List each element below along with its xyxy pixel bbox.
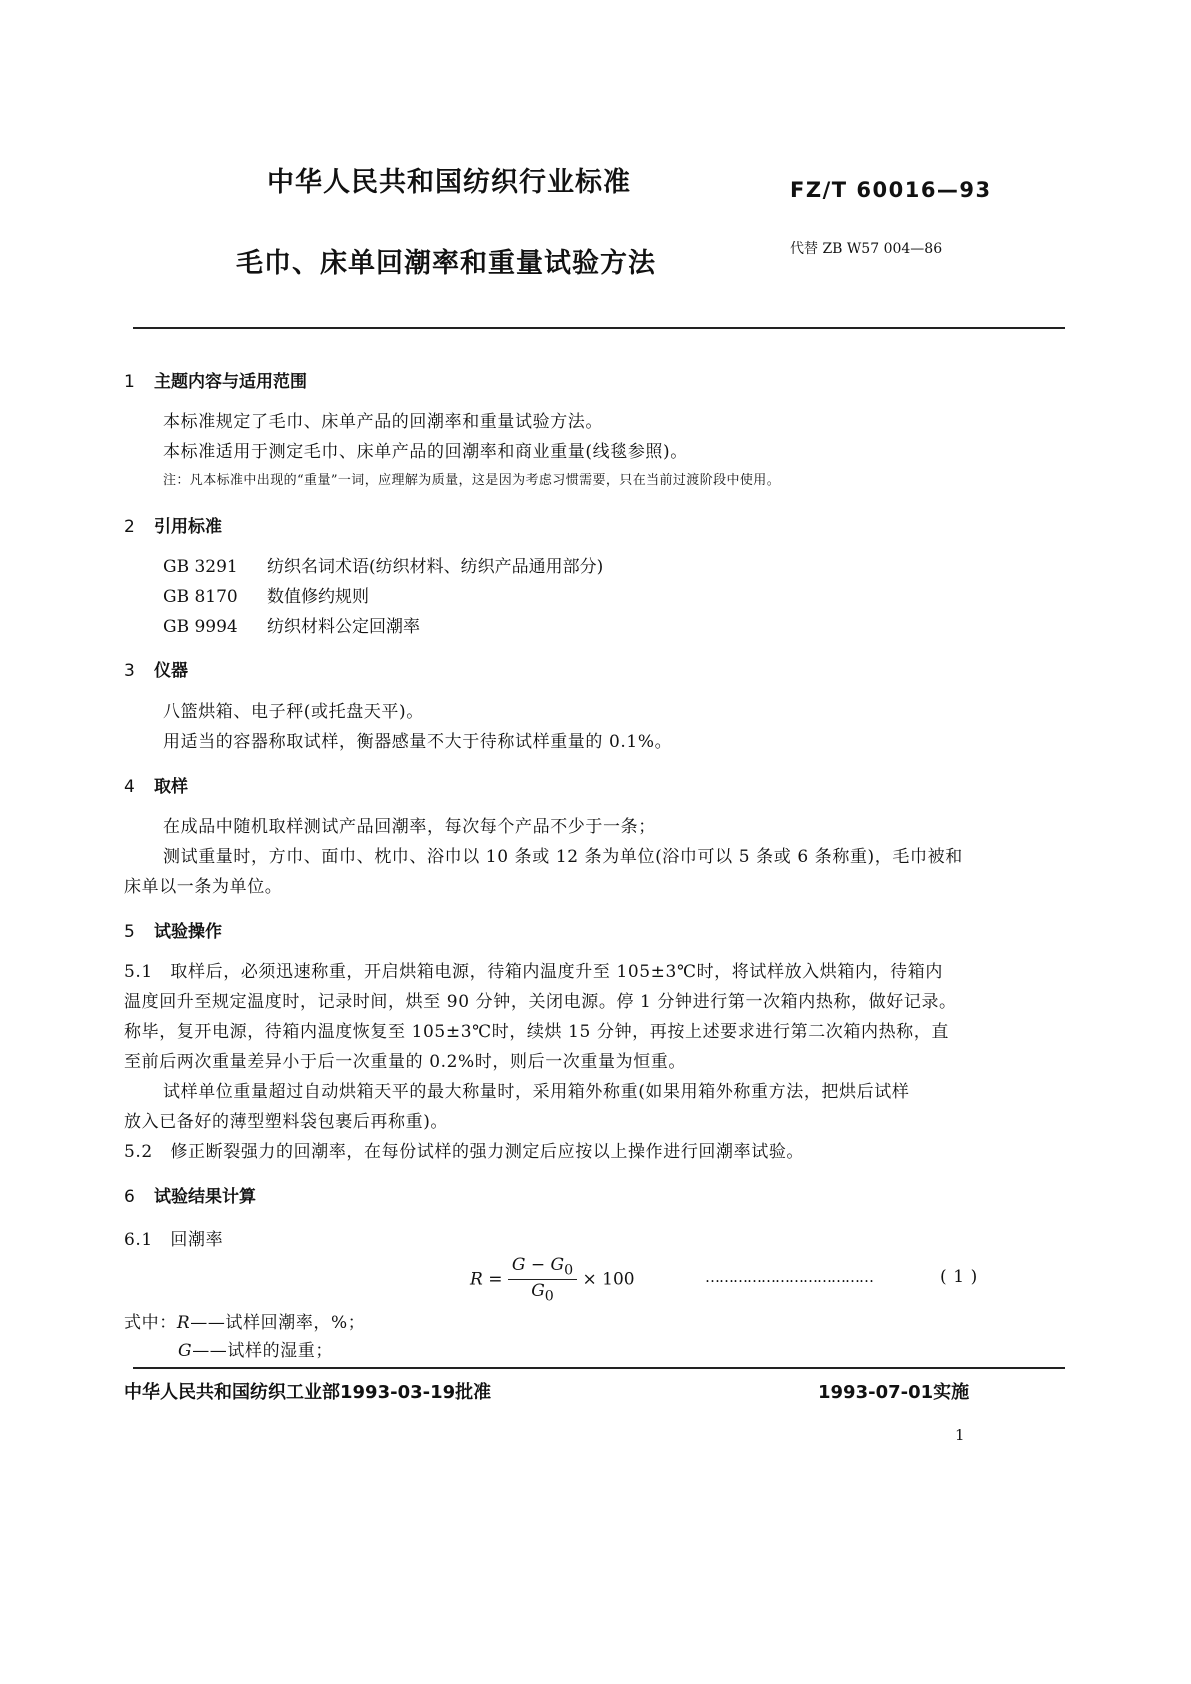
section-number: 5	[124, 922, 135, 942]
variable-definition	[178, 1336, 333, 1361]
reference-item	[163, 612, 420, 637]
variable-symbol: G	[178, 1341, 193, 1361]
effective-date: 1993-07-01实施	[818, 1382, 970, 1403]
header-rule	[133, 327, 1065, 329]
s3-paragraph-1: 八篮烘箱、电子秤(或托盘天平)。	[163, 702, 424, 722]
reference-name: 纺织名词术语(纺织材料、纺织产品通用部分)	[267, 557, 604, 577]
s5-1-line: 称毕，复开电源，待箱内温度恢复至 105±3℃时，续烘 15 分钟，再按上述要求进行第二次箱内热称，直	[124, 1022, 949, 1042]
numerator-text: G − G	[511, 1255, 565, 1275]
s5-1-line: 至前后两次重量差异小于后一次重量的 0.2%时，则后一次重量为恒重。	[124, 1052, 686, 1072]
s6-1-heading: 6.1 回潮率	[124, 1230, 224, 1250]
s3-paragraph-2: 用适当的容器称取试样，衡器感量不大于待称试样重量的 0.1%。	[163, 732, 673, 752]
section-1-heading	[124, 367, 307, 392]
standard-number: FZ/T 60016—93	[790, 178, 992, 202]
s4-paragraph-2-line-1: 测试重量时，方巾、面巾、枕巾、浴巾以 10 条或 12 条为单位(浴巾可以 5 条或 6 条称重)，毛巾被和	[163, 847, 963, 867]
section-title: 取样	[154, 777, 188, 797]
formula-lhs: R	[470, 1269, 483, 1290]
moisture-regain-formula	[470, 1255, 635, 1305]
formula-numerator	[508, 1255, 577, 1280]
reference-name: 数值修约规则	[267, 587, 369, 607]
s1-note: 注：凡本标准中出现的“重量”一词，应理解为质量，这是因为考虑习惯需要，只在当前过渡阶段中使用。	[163, 473, 781, 488]
formula-denominator	[508, 1280, 577, 1304]
section-3-heading	[124, 656, 188, 681]
s1-paragraph-1: 本标准规定了毛巾、床单产品的回潮率和重量试验方法。	[163, 412, 603, 432]
org-title: 中华人民共和国纺织行业标准	[267, 167, 631, 198]
s5-1-line: 温度回升至规定温度时，记录时间，烘至 90 分钟，关闭电源。停 1 分钟进行第一次箱内热称，做好记录。	[124, 992, 957, 1012]
formula-equals: =	[488, 1269, 503, 1290]
section-title: 试验结果计算	[154, 1187, 256, 1207]
reference-code: GB 3291	[163, 557, 238, 577]
section-title: 主题内容与适用范围	[154, 372, 307, 392]
document-title: 毛巾、床单回潮率和重量试验方法	[236, 248, 656, 279]
section-2-heading	[124, 512, 222, 537]
section-number: 3	[124, 661, 135, 681]
variable-symbol: R	[176, 1313, 191, 1333]
s4-paragraph-2-line-2: 床单以一条为单位。	[124, 877, 283, 897]
denominator-text: G	[531, 1281, 545, 1302]
denominator-subscript: 0	[544, 1288, 554, 1305]
section-5-heading	[124, 917, 222, 942]
variable-definition	[124, 1308, 365, 1333]
formula-leader-dots: ………………………………	[705, 1268, 873, 1286]
section-number: 1	[124, 372, 135, 392]
section-title: 仪器	[154, 661, 188, 681]
reference-item	[163, 552, 603, 577]
s5-1b-line: 试样单位重量超过自动烘箱天平的最大称量时，采用箱外称重(如果用箱外称重方法，把烘后试样	[163, 1082, 910, 1102]
formula-number: ( 1 )	[940, 1267, 978, 1287]
reference-code: GB 9994	[163, 617, 238, 637]
section-title: 引用标准	[154, 517, 222, 537]
formula-multiplier: × 100	[582, 1269, 635, 1290]
approval-statement: 中华人民共和国纺织工业部1993-03-19批准	[124, 1382, 492, 1403]
section-number: 6	[124, 1187, 135, 1207]
s5-1b-line: 放入已备好的薄型塑料袋包裹后再称重)。	[124, 1112, 449, 1132]
s1-paragraph-2: 本标准适用于测定毛巾、床单产品的回潮率和商业重量(线毯参照)。	[163, 442, 688, 462]
section-title: 试验操作	[154, 922, 222, 942]
section-6-heading	[124, 1182, 256, 1207]
s4-paragraph-1: 在成品中随机取样测试产品回潮率，每次每个产品不少于一条；	[163, 817, 656, 837]
formula-fraction	[508, 1255, 577, 1305]
page-number: 1	[955, 1426, 965, 1444]
reference-code: GB 8170	[163, 587, 238, 607]
numerator-subscript: 0	[564, 1262, 574, 1279]
reference-name: 纺织材料公定回潮率	[267, 617, 420, 637]
s5-2-paragraph: 5.2 修正断裂强力的回潮率，在每份试样的强力测定后应按以上操作进行回潮率试验。	[124, 1142, 805, 1162]
footer-rule	[133, 1367, 1065, 1369]
where-label: 式中：	[124, 1313, 177, 1333]
variable-description: ——试样回潮率，%；	[190, 1313, 366, 1333]
variable-description: ——试样的湿重；	[192, 1341, 333, 1361]
section-number: 2	[124, 517, 135, 537]
s5-1-line: 5.1 取样后，必须迅速称重，开启烘箱电源，待箱内温度升至 105±3℃时，将试样放入烘箱内，待箱内	[124, 962, 943, 982]
replaces-standard: 代替 ZB W57 004—86	[790, 241, 943, 257]
section-number: 4	[124, 777, 135, 797]
section-4-heading	[124, 772, 188, 797]
reference-item	[163, 582, 369, 607]
